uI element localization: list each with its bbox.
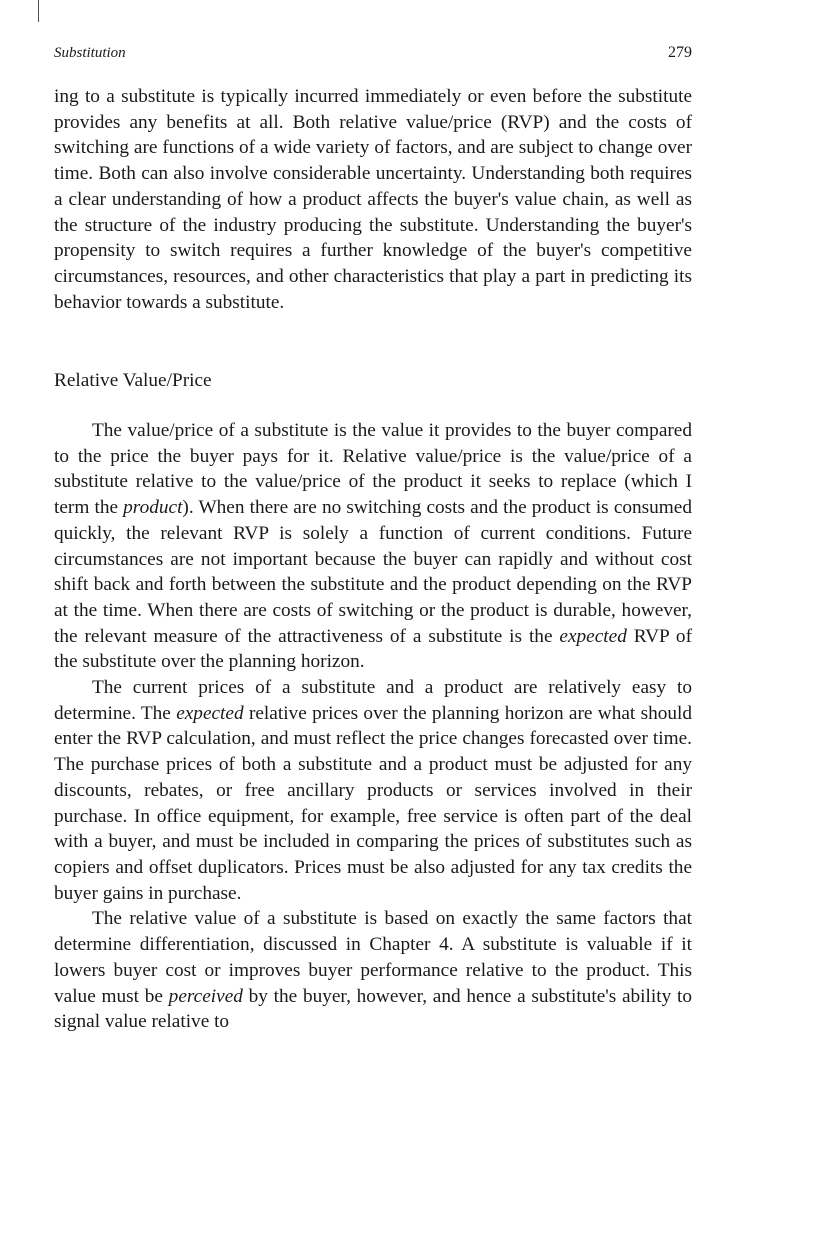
text-run: The value/price of a substitute is the value it provides to the buyer compared to the price the buyer pays for it. Relative value/price is the value/price of a substitute relative to the value/price of the product it seeks to replace (which I term the: [54, 420, 692, 519]
section-heading: Relative Value/Price: [54, 370, 212, 392]
text-run: ). When there are no switching costs and the product is consumed quickly, the relevant RVP is solely a function of current conditions. Future circumstances are not important because the buyer can rapidly and without cost shift back and forth between the substitute and the product depending on the RVP at the time. When there are costs of switching or the product is durable, however, the relevant measure of the attractiveness of a substitute is the: [54, 497, 692, 647]
paragraph-current-prices: [54, 675, 692, 906]
emphasis: perceived: [168, 985, 243, 1007]
margin-mark: [38, 0, 39, 22]
emphasis: product: [123, 497, 183, 519]
text-run: RVP of the substitute over the planning horizon.: [54, 625, 692, 673]
emphasis: expected: [176, 702, 244, 724]
text-run: relative prices over the planning horizon are what should enter the RVP calculation, and must reflect the price changes forecasted over time. The purchase prices of both a substitute and a product must be adjusted for any discounts, rebates, or free ancillary products or services involved in their purchase. In office equipment, for example, free service is often part of the deal with a buyer, and must be included in comparing the prices of substitutes such as copiers and offset duplicators. Prices must be also adjusted for any tax credits the buyer gains in purchase.: [54, 702, 692, 904]
emphasis: expected: [559, 625, 627, 647]
page-number: 279: [668, 44, 692, 61]
text-run: The current prices of a substitute and a product are relatively easy to determine. The: [54, 677, 692, 724]
text-run: The relative value of a substitute is based on exactly the same factors that determine differentiation, discussed in Chapter 4. A substitute is valuable if it lowers buyer cost or improves buyer performance relative to the product. This value must be: [54, 908, 692, 1007]
paragraph-continued: ing to a substitute is typically incurred immediately or even before the substitute provides any benefits at all. Both relative value/price (RVP) and the costs of switching are functions of a wide variety of factors, and are subject to change over time. Both can also involve considerable uncertainty. Understanding both requires a clear understanding of how a product affects the buyer's value chain, as well as the structure of the industry producing the substitute. Understanding the buyer's propensity to switch requires a further knowledge of the buyer's competitive circumstances, resources, and other characteristics that play a part in predicting its behavior towards a substitute.: [54, 86, 692, 313]
running-title: Substitution: [54, 45, 126, 61]
text-run: by the buyer, however, and hence a substitute's ability to signal value relative to: [54, 985, 692, 1033]
running-head: [54, 44, 692, 70]
book-page: [54, 44, 692, 1035]
paragraph-value-price: [54, 418, 692, 675]
paragraph-relative-value: [54, 906, 692, 1035]
